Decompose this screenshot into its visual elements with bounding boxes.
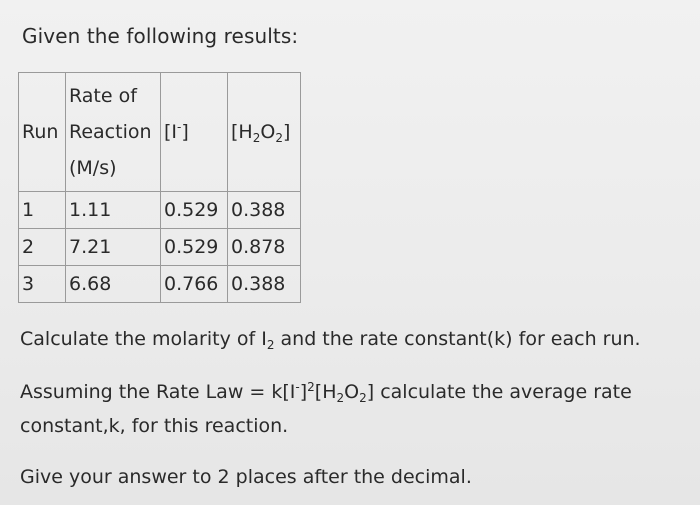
cell-run: 2 bbox=[19, 229, 66, 266]
cell-rate: 7.21 bbox=[66, 229, 161, 266]
cell-h2o2: 0.388 bbox=[228, 192, 301, 229]
cell-h2o2: 0.878 bbox=[228, 229, 301, 266]
header-run: Run bbox=[19, 73, 66, 192]
question-rate-law: Assuming the Rate Law = $k[I^-]^2[H_2O_2]$ calculate the average rate constant,k, for this reaction. bbox=[20, 380, 632, 437]
table-row bbox=[19, 229, 301, 266]
cell-run: 1 bbox=[19, 192, 66, 229]
header-h2o2: $[H_2O_2]$ bbox=[228, 73, 301, 192]
cell-h2o2: 0.388 bbox=[228, 266, 301, 303]
instruction-decimals: Give your answer to 2 places after the decimal. bbox=[20, 466, 472, 488]
header-rate-line2: Reaction bbox=[69, 121, 152, 143]
header-rate bbox=[66, 73, 161, 192]
cell-iodide: 0.529 bbox=[161, 229, 228, 266]
cell-rate: 1.11 bbox=[66, 192, 161, 229]
cell-run: 3 bbox=[19, 266, 66, 303]
table-row bbox=[19, 192, 301, 229]
table-header-row bbox=[19, 73, 301, 192]
cell-rate: 6.68 bbox=[66, 266, 161, 303]
header-rate-line1: Rate of bbox=[69, 85, 137, 107]
question-molarity: Calculate the molarity of $I_2$ and the rate constant(k) for each run. bbox=[20, 328, 641, 352]
table-row bbox=[19, 266, 301, 303]
header-iodide: [I-] bbox=[161, 73, 228, 192]
header-rate-line3: (M/s) bbox=[69, 157, 117, 179]
cell-iodide: 0.766 bbox=[161, 266, 228, 303]
cell-iodide: 0.529 bbox=[161, 192, 228, 229]
results-table bbox=[18, 72, 301, 303]
intro-text: Given the following results: bbox=[22, 24, 299, 48]
